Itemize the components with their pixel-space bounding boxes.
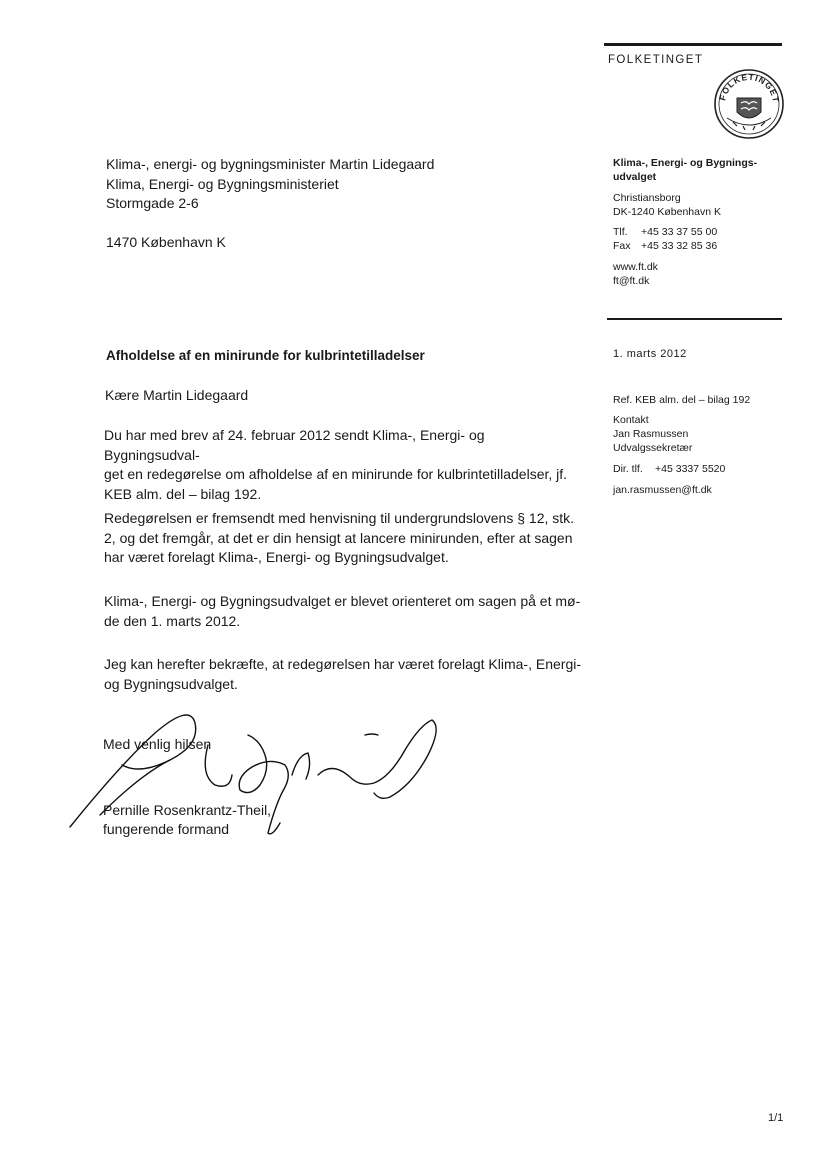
letter-subject: Afholdelse af en minirunde for kulbrintetilladelser bbox=[106, 348, 425, 363]
reference: Ref. KEB alm. del – bilag 192 bbox=[613, 394, 751, 406]
recipient-line1: Klima-, energi- og bygningsminister Martin Lidegaard bbox=[106, 156, 435, 172]
committee-name: Klima-, Energi- og Bygnings-udvalget bbox=[613, 157, 758, 183]
paragraph-1 bbox=[104, 426, 584, 504]
fax-label: Fax bbox=[613, 240, 631, 252]
signer-name: Pernille Rosenkrantz-Theil, bbox=[103, 802, 272, 818]
salutation: Kære Martin Lidegaard bbox=[105, 387, 249, 403]
contact-label: Kontakt bbox=[613, 414, 649, 426]
paragraph-line: Klima-, Energi- og Bygningsudvalget er blevet orienteret om sagen på et mø- bbox=[104, 593, 581, 609]
recipient-line2: Klima, Energi- og Bygningsministeriet bbox=[106, 176, 339, 192]
direct-phone-label: Dir. tlf. bbox=[613, 463, 643, 475]
telephone-label: Tlf. bbox=[613, 226, 628, 238]
paragraph-line: Redegørelsen er fremsendt med henvisning til undergrundslovens § 12, stk. bbox=[104, 510, 575, 526]
paragraph-2 bbox=[104, 509, 584, 568]
telephone-number: +45 33 37 55 00 bbox=[641, 226, 718, 238]
letter-date: 1. marts 2012 bbox=[613, 348, 687, 360]
paragraph-line: har været forelagt Klima-, Energi- og Bygningsudvalget. bbox=[104, 549, 449, 565]
organization-name: FOLKETINGET bbox=[608, 54, 704, 66]
contact-name: Jan Rasmussen bbox=[613, 428, 689, 440]
handwritten-signature bbox=[60, 705, 450, 840]
svg-text:FOLKETINGET: FOLKETINGET bbox=[717, 71, 782, 104]
contact-title: Udvalgssekretær bbox=[613, 442, 693, 454]
paragraph-3 bbox=[104, 592, 584, 631]
header-rule bbox=[604, 43, 782, 46]
paragraph-line: Du har med brev af 24. februar 2012 sendt Klima-, Energi- og Bygningsudval- bbox=[104, 427, 485, 463]
closing: Med venlig hilsen bbox=[103, 736, 212, 752]
paragraph-4 bbox=[104, 655, 584, 694]
paragraph-line: Jeg kan herefter bekræfte, at redegørelsen har været forelagt Klima-, Energi- bbox=[104, 656, 581, 672]
paragraph-line: get en redegørelse om afholdelse af en minirunde for kulbrintetilladelser, jf. bbox=[104, 466, 568, 482]
website: www.ft.dk bbox=[613, 261, 658, 273]
recipient-line4: 1470 København K bbox=[106, 234, 226, 250]
sidebar-rule bbox=[607, 318, 782, 320]
paragraph-line: 2, og det fremgår, at det er din hensigt at lancere minirunden, efter at sagen bbox=[104, 529, 573, 546]
direct-phone-number: +45 3337 5520 bbox=[655, 463, 726, 475]
signer-role: fungerende formand bbox=[103, 821, 230, 837]
page-number: 1/1 bbox=[768, 1112, 784, 1124]
paragraph-line: KEB alm. del – bilag 192. bbox=[104, 485, 262, 502]
fax-number: +45 33 32 85 36 bbox=[641, 240, 718, 252]
paragraph-line: de den 1. marts 2012. bbox=[104, 612, 241, 629]
paragraph-line: og Bygningsudvalget. bbox=[104, 675, 238, 692]
parliament-seal-logo bbox=[713, 68, 785, 140]
committee-email: ft@ft.dk bbox=[613, 275, 650, 287]
committee-address-line1: Christiansborg bbox=[613, 192, 681, 204]
recipient-line3: Stormgade 2-6 bbox=[106, 195, 199, 211]
committee-address-line2: DK-1240 København K bbox=[613, 206, 721, 218]
contact-email: jan.rasmussen@ft.dk bbox=[613, 484, 712, 496]
